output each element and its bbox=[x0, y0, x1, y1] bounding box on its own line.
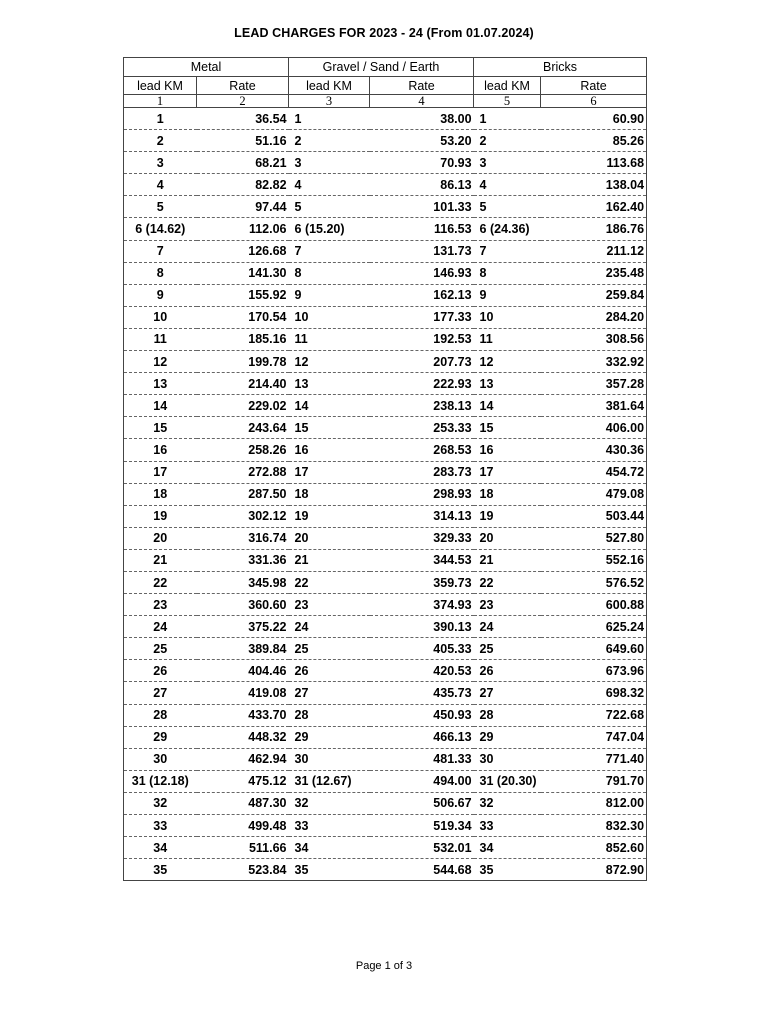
cell-bricks-rate: 673.96 bbox=[541, 660, 647, 682]
cell-metal-lead-km: 13 bbox=[124, 373, 197, 395]
cell-bricks-rate: 284.20 bbox=[541, 306, 647, 328]
cell-gravel-lead-km: 16 bbox=[289, 439, 370, 461]
cell-gravel-rate: 420.53 bbox=[370, 660, 474, 682]
cell-metal-rate: 331.36 bbox=[197, 549, 289, 571]
table-row bbox=[124, 196, 647, 218]
cell-gravel-rate: 116.53 bbox=[370, 218, 474, 240]
cell-gravel-lead-km: 7 bbox=[289, 240, 370, 262]
cell-bricks-rate: 791.70 bbox=[541, 770, 647, 792]
table-row bbox=[124, 284, 647, 306]
table-row bbox=[124, 594, 647, 616]
column-number-5: 5 bbox=[474, 95, 541, 108]
cell-gravel-rate: 53.20 bbox=[370, 130, 474, 152]
cell-bricks-rate: 332.92 bbox=[541, 351, 647, 373]
cell-bricks-lead-km: 15 bbox=[474, 417, 541, 439]
cell-metal-lead-km: 2 bbox=[124, 130, 197, 152]
cell-metal-rate: 462.94 bbox=[197, 748, 289, 770]
cell-gravel-lead-km: 30 bbox=[289, 748, 370, 770]
cell-metal-rate: 97.44 bbox=[197, 196, 289, 218]
table-row bbox=[124, 417, 647, 439]
column-header-row bbox=[124, 77, 647, 95]
table-row bbox=[124, 549, 647, 571]
cell-metal-lead-km: 29 bbox=[124, 726, 197, 748]
cell-bricks-lead-km: 31 (20.30) bbox=[474, 770, 541, 792]
cell-gravel-rate: 405.33 bbox=[370, 638, 474, 660]
cell-gravel-lead-km: 17 bbox=[289, 461, 370, 483]
cell-bricks-lead-km: 4 bbox=[474, 174, 541, 196]
cell-gravel-lead-km: 18 bbox=[289, 483, 370, 505]
cell-bricks-rate: 771.40 bbox=[541, 748, 647, 770]
cell-bricks-lead-km: 29 bbox=[474, 726, 541, 748]
cell-metal-rate: 375.22 bbox=[197, 616, 289, 638]
table-row bbox=[124, 704, 647, 726]
cell-bricks-lead-km: 16 bbox=[474, 439, 541, 461]
cell-bricks-lead-km: 19 bbox=[474, 505, 541, 527]
cell-bricks-rate: 259.84 bbox=[541, 284, 647, 306]
cell-metal-rate: 243.64 bbox=[197, 417, 289, 439]
cell-gravel-rate: 177.33 bbox=[370, 306, 474, 328]
table-row bbox=[124, 527, 647, 549]
group-header-bricks: Bricks bbox=[474, 58, 647, 77]
cell-metal-lead-km: 24 bbox=[124, 616, 197, 638]
table-row bbox=[124, 439, 647, 461]
cell-gravel-lead-km: 2 bbox=[289, 130, 370, 152]
cell-gravel-rate: 544.68 bbox=[370, 859, 474, 881]
table-row bbox=[124, 152, 647, 174]
cell-gravel-rate: 253.33 bbox=[370, 417, 474, 439]
cell-bricks-lead-km: 22 bbox=[474, 571, 541, 593]
cell-metal-lead-km: 33 bbox=[124, 815, 197, 837]
cell-bricks-lead-km: 17 bbox=[474, 461, 541, 483]
cell-bricks-rate: 552.16 bbox=[541, 549, 647, 571]
cell-gravel-lead-km: 25 bbox=[289, 638, 370, 660]
cell-metal-lead-km: 5 bbox=[124, 196, 197, 218]
table-row bbox=[124, 726, 647, 748]
cell-bricks-lead-km: 30 bbox=[474, 748, 541, 770]
cell-metal-rate: 214.40 bbox=[197, 373, 289, 395]
cell-metal-lead-km: 23 bbox=[124, 594, 197, 616]
cell-metal-rate: 302.12 bbox=[197, 505, 289, 527]
cell-gravel-rate: 162.13 bbox=[370, 284, 474, 306]
table-row bbox=[124, 218, 647, 240]
cell-metal-lead-km: 6 (14.62) bbox=[124, 218, 197, 240]
cell-bricks-rate: 381.64 bbox=[541, 395, 647, 417]
cell-metal-rate: 36.54 bbox=[197, 108, 289, 130]
cell-gravel-rate: 532.01 bbox=[370, 837, 474, 859]
cell-bricks-lead-km: 23 bbox=[474, 594, 541, 616]
cell-metal-lead-km: 31 (12.18) bbox=[124, 770, 197, 792]
cell-bricks-lead-km: 10 bbox=[474, 306, 541, 328]
cell-metal-lead-km: 26 bbox=[124, 660, 197, 682]
cell-bricks-rate: 503.44 bbox=[541, 505, 647, 527]
cell-gravel-rate: 519.34 bbox=[370, 815, 474, 837]
cell-metal-rate: 419.08 bbox=[197, 682, 289, 704]
table-row bbox=[124, 616, 647, 638]
cell-bricks-rate: 600.88 bbox=[541, 594, 647, 616]
cell-gravel-rate: 192.53 bbox=[370, 328, 474, 350]
cell-metal-lead-km: 15 bbox=[124, 417, 197, 439]
cell-bricks-lead-km: 21 bbox=[474, 549, 541, 571]
group-header-gravel-sand-earth: Gravel / Sand / Earth bbox=[289, 58, 474, 77]
cell-bricks-rate: 872.90 bbox=[541, 859, 647, 881]
cell-bricks-lead-km: 13 bbox=[474, 373, 541, 395]
cell-metal-lead-km: 21 bbox=[124, 549, 197, 571]
cell-gravel-rate: 222.93 bbox=[370, 373, 474, 395]
cell-bricks-rate: 812.00 bbox=[541, 792, 647, 814]
cell-bricks-lead-km: 28 bbox=[474, 704, 541, 726]
cell-metal-rate: 68.21 bbox=[197, 152, 289, 174]
cell-metal-rate: 448.32 bbox=[197, 726, 289, 748]
column-number-4: 4 bbox=[370, 95, 474, 108]
cell-gravel-lead-km: 19 bbox=[289, 505, 370, 527]
cell-metal-rate: 475.12 bbox=[197, 770, 289, 792]
table-row bbox=[124, 306, 647, 328]
column-header-metal-lead-km: lead KM bbox=[124, 77, 197, 95]
cell-metal-rate: 82.82 bbox=[197, 174, 289, 196]
cell-gravel-lead-km: 4 bbox=[289, 174, 370, 196]
cell-gravel-rate: 494.00 bbox=[370, 770, 474, 792]
cell-bricks-rate: 454.72 bbox=[541, 461, 647, 483]
cell-gravel-rate: 314.13 bbox=[370, 505, 474, 527]
cell-metal-rate: 229.02 bbox=[197, 395, 289, 417]
cell-gravel-rate: 298.93 bbox=[370, 483, 474, 505]
cell-gravel-rate: 146.93 bbox=[370, 262, 474, 284]
cell-metal-lead-km: 18 bbox=[124, 483, 197, 505]
group-header-metal: Metal bbox=[124, 58, 289, 77]
column-header-bricks-rate: Rate bbox=[541, 77, 647, 95]
cell-bricks-lead-km: 2 bbox=[474, 130, 541, 152]
lead-charges-table-container bbox=[123, 57, 646, 881]
cell-gravel-lead-km: 12 bbox=[289, 351, 370, 373]
cell-gravel-lead-km: 15 bbox=[289, 417, 370, 439]
cell-gravel-rate: 131.73 bbox=[370, 240, 474, 262]
cell-bricks-rate: 527.80 bbox=[541, 527, 647, 549]
cell-bricks-rate: 186.76 bbox=[541, 218, 647, 240]
cell-metal-lead-km: 28 bbox=[124, 704, 197, 726]
cell-gravel-lead-km: 31 (12.67) bbox=[289, 770, 370, 792]
cell-gravel-rate: 38.00 bbox=[370, 108, 474, 130]
cell-gravel-rate: 207.73 bbox=[370, 351, 474, 373]
cell-bricks-lead-km: 32 bbox=[474, 792, 541, 814]
cell-bricks-lead-km: 20 bbox=[474, 527, 541, 549]
cell-metal-rate: 155.92 bbox=[197, 284, 289, 306]
cell-bricks-rate: 832.30 bbox=[541, 815, 647, 837]
cell-metal-rate: 499.48 bbox=[197, 815, 289, 837]
cell-gravel-rate: 390.13 bbox=[370, 616, 474, 638]
cell-bricks-rate: 479.08 bbox=[541, 483, 647, 505]
cell-metal-rate: 433.70 bbox=[197, 704, 289, 726]
table-row bbox=[124, 351, 647, 373]
table-row bbox=[124, 505, 647, 527]
cell-bricks-lead-km: 12 bbox=[474, 351, 541, 373]
page-number: Page 1 of 3 bbox=[355, 960, 413, 972]
cell-metal-rate: 126.68 bbox=[197, 240, 289, 262]
table-row bbox=[124, 638, 647, 660]
cell-bricks-rate: 576.52 bbox=[541, 571, 647, 593]
column-number-2: 2 bbox=[197, 95, 289, 108]
cell-gravel-lead-km: 22 bbox=[289, 571, 370, 593]
cell-gravel-lead-km: 32 bbox=[289, 792, 370, 814]
cell-gravel-lead-km: 20 bbox=[289, 527, 370, 549]
column-header-gravel-rate: Rate bbox=[370, 77, 474, 95]
cell-metal-rate: 199.78 bbox=[197, 351, 289, 373]
cell-metal-lead-km: 19 bbox=[124, 505, 197, 527]
cell-metal-lead-km: 22 bbox=[124, 571, 197, 593]
cell-bricks-lead-km: 11 bbox=[474, 328, 541, 350]
cell-bricks-lead-km: 8 bbox=[474, 262, 541, 284]
cell-gravel-rate: 86.13 bbox=[370, 174, 474, 196]
cell-bricks-lead-km: 26 bbox=[474, 660, 541, 682]
cell-gravel-rate: 268.53 bbox=[370, 439, 474, 461]
cell-metal-rate: 523.84 bbox=[197, 859, 289, 881]
cell-gravel-rate: 450.93 bbox=[370, 704, 474, 726]
table-row bbox=[124, 483, 647, 505]
table-row bbox=[124, 792, 647, 814]
table-body bbox=[124, 108, 647, 881]
cell-bricks-rate: 722.68 bbox=[541, 704, 647, 726]
cell-bricks-rate: 357.28 bbox=[541, 373, 647, 395]
cell-metal-lead-km: 4 bbox=[124, 174, 197, 196]
cell-gravel-lead-km: 5 bbox=[289, 196, 370, 218]
cell-metal-rate: 287.50 bbox=[197, 483, 289, 505]
cell-bricks-lead-km: 34 bbox=[474, 837, 541, 859]
cell-gravel-rate: 283.73 bbox=[370, 461, 474, 483]
cell-gravel-lead-km: 28 bbox=[289, 704, 370, 726]
cell-metal-rate: 389.84 bbox=[197, 638, 289, 660]
cell-metal-lead-km: 25 bbox=[124, 638, 197, 660]
cell-metal-lead-km: 12 bbox=[124, 351, 197, 373]
cell-gravel-rate: 70.93 bbox=[370, 152, 474, 174]
cell-bricks-lead-km: 7 bbox=[474, 240, 541, 262]
cell-metal-lead-km: 7 bbox=[124, 240, 197, 262]
cell-gravel-lead-km: 23 bbox=[289, 594, 370, 616]
cell-bricks-lead-km: 24 bbox=[474, 616, 541, 638]
cell-metal-rate: 316.74 bbox=[197, 527, 289, 549]
cell-metal-rate: 185.16 bbox=[197, 328, 289, 350]
table-row bbox=[124, 240, 647, 262]
cell-gravel-lead-km: 27 bbox=[289, 682, 370, 704]
table-row bbox=[124, 571, 647, 593]
cell-gravel-lead-km: 33 bbox=[289, 815, 370, 837]
cell-bricks-rate: 625.24 bbox=[541, 616, 647, 638]
cell-metal-lead-km: 27 bbox=[124, 682, 197, 704]
cell-metal-lead-km: 32 bbox=[124, 792, 197, 814]
cell-gravel-lead-km: 9 bbox=[289, 284, 370, 306]
table-row bbox=[124, 837, 647, 859]
cell-metal-lead-km: 11 bbox=[124, 328, 197, 350]
cell-bricks-rate: 113.68 bbox=[541, 152, 647, 174]
cell-bricks-rate: 235.48 bbox=[541, 262, 647, 284]
cell-metal-lead-km: 10 bbox=[124, 306, 197, 328]
cell-bricks-rate: 138.04 bbox=[541, 174, 647, 196]
table-row bbox=[124, 174, 647, 196]
cell-gravel-rate: 481.33 bbox=[370, 748, 474, 770]
cell-metal-rate: 511.66 bbox=[197, 837, 289, 859]
cell-gravel-rate: 466.13 bbox=[370, 726, 474, 748]
cell-gravel-lead-km: 11 bbox=[289, 328, 370, 350]
cell-metal-rate: 170.54 bbox=[197, 306, 289, 328]
cell-bricks-lead-km: 1 bbox=[474, 108, 541, 130]
cell-metal-rate: 51.16 bbox=[197, 130, 289, 152]
cell-gravel-rate: 506.67 bbox=[370, 792, 474, 814]
cell-metal-rate: 258.26 bbox=[197, 439, 289, 461]
cell-bricks-rate: 698.32 bbox=[541, 682, 647, 704]
cell-metal-rate: 360.60 bbox=[197, 594, 289, 616]
cell-gravel-lead-km: 8 bbox=[289, 262, 370, 284]
cell-metal-lead-km: 34 bbox=[124, 837, 197, 859]
table-row bbox=[124, 748, 647, 770]
cell-bricks-lead-km: 33 bbox=[474, 815, 541, 837]
cell-bricks-rate: 430.36 bbox=[541, 439, 647, 461]
cell-gravel-lead-km: 24 bbox=[289, 616, 370, 638]
column-number-6: 6 bbox=[541, 95, 647, 108]
table-row bbox=[124, 682, 647, 704]
cell-metal-rate: 404.46 bbox=[197, 660, 289, 682]
cell-gravel-rate: 344.53 bbox=[370, 549, 474, 571]
cell-metal-lead-km: 14 bbox=[124, 395, 197, 417]
column-number-row bbox=[124, 95, 647, 108]
cell-gravel-lead-km: 6 (15.20) bbox=[289, 218, 370, 240]
cell-gravel-lead-km: 1 bbox=[289, 108, 370, 130]
cell-gravel-lead-km: 3 bbox=[289, 152, 370, 174]
cell-gravel-lead-km: 26 bbox=[289, 660, 370, 682]
cell-bricks-lead-km: 3 bbox=[474, 152, 541, 174]
cell-bricks-rate: 649.60 bbox=[541, 638, 647, 660]
cell-gravel-rate: 435.73 bbox=[370, 682, 474, 704]
cell-gravel-rate: 374.93 bbox=[370, 594, 474, 616]
cell-gravel-rate: 238.13 bbox=[370, 395, 474, 417]
table-row bbox=[124, 328, 647, 350]
cell-bricks-lead-km: 35 bbox=[474, 859, 541, 881]
table-row bbox=[124, 660, 647, 682]
table-row bbox=[124, 395, 647, 417]
table-row bbox=[124, 262, 647, 284]
cell-metal-rate: 272.88 bbox=[197, 461, 289, 483]
cell-metal-lead-km: 9 bbox=[124, 284, 197, 306]
cell-metal-lead-km: 20 bbox=[124, 527, 197, 549]
page-title: LEAD CHARGES FOR 2023 - 24 (From 01.07.2024) bbox=[234, 26, 534, 40]
cell-metal-lead-km: 35 bbox=[124, 859, 197, 881]
cell-bricks-lead-km: 14 bbox=[474, 395, 541, 417]
cell-bricks-lead-km: 9 bbox=[474, 284, 541, 306]
cell-metal-lead-km: 8 bbox=[124, 262, 197, 284]
cell-metal-rate: 487.30 bbox=[197, 792, 289, 814]
cell-bricks-lead-km: 18 bbox=[474, 483, 541, 505]
column-number-1: 1 bbox=[124, 95, 197, 108]
cell-gravel-rate: 359.73 bbox=[370, 571, 474, 593]
cell-gravel-lead-km: 14 bbox=[289, 395, 370, 417]
table-row bbox=[124, 859, 647, 881]
table-row bbox=[124, 461, 647, 483]
cell-gravel-lead-km: 13 bbox=[289, 373, 370, 395]
cell-bricks-lead-km: 27 bbox=[474, 682, 541, 704]
cell-metal-lead-km: 3 bbox=[124, 152, 197, 174]
cell-gravel-rate: 329.33 bbox=[370, 527, 474, 549]
cell-gravel-rate: 101.33 bbox=[370, 196, 474, 218]
table-row bbox=[124, 815, 647, 837]
cell-metal-lead-km: 16 bbox=[124, 439, 197, 461]
cell-bricks-lead-km: 5 bbox=[474, 196, 541, 218]
cell-bricks-rate: 85.26 bbox=[541, 130, 647, 152]
cell-bricks-rate: 406.00 bbox=[541, 417, 647, 439]
cell-metal-lead-km: 1 bbox=[124, 108, 197, 130]
cell-gravel-lead-km: 29 bbox=[289, 726, 370, 748]
cell-gravel-lead-km: 34 bbox=[289, 837, 370, 859]
cell-metal-rate: 345.98 bbox=[197, 571, 289, 593]
table-row bbox=[124, 108, 647, 130]
cell-metal-lead-km: 30 bbox=[124, 748, 197, 770]
cell-bricks-rate: 747.04 bbox=[541, 726, 647, 748]
cell-bricks-rate: 211.12 bbox=[541, 240, 647, 262]
cell-metal-rate: 141.30 bbox=[197, 262, 289, 284]
cell-bricks-rate: 852.60 bbox=[541, 837, 647, 859]
lead-charges-table bbox=[123, 57, 647, 881]
cell-gravel-lead-km: 35 bbox=[289, 859, 370, 881]
column-header-bricks-lead-km: lead KM bbox=[474, 77, 541, 95]
cell-bricks-rate: 308.56 bbox=[541, 328, 647, 350]
cell-bricks-lead-km: 25 bbox=[474, 638, 541, 660]
cell-bricks-rate: 60.90 bbox=[541, 108, 647, 130]
cell-bricks-rate: 162.40 bbox=[541, 196, 647, 218]
cell-metal-lead-km: 17 bbox=[124, 461, 197, 483]
table-row bbox=[124, 770, 647, 792]
table-row bbox=[124, 373, 647, 395]
cell-gravel-lead-km: 10 bbox=[289, 306, 370, 328]
table-row bbox=[124, 130, 647, 152]
column-header-metal-rate: Rate bbox=[197, 77, 289, 95]
column-number-3: 3 bbox=[289, 95, 370, 108]
cell-gravel-lead-km: 21 bbox=[289, 549, 370, 571]
group-header-row bbox=[124, 58, 647, 77]
cell-metal-rate: 112.06 bbox=[197, 218, 289, 240]
column-header-gravel-lead-km: lead KM bbox=[289, 77, 370, 95]
cell-bricks-lead-km: 6 (24.36) bbox=[474, 218, 541, 240]
